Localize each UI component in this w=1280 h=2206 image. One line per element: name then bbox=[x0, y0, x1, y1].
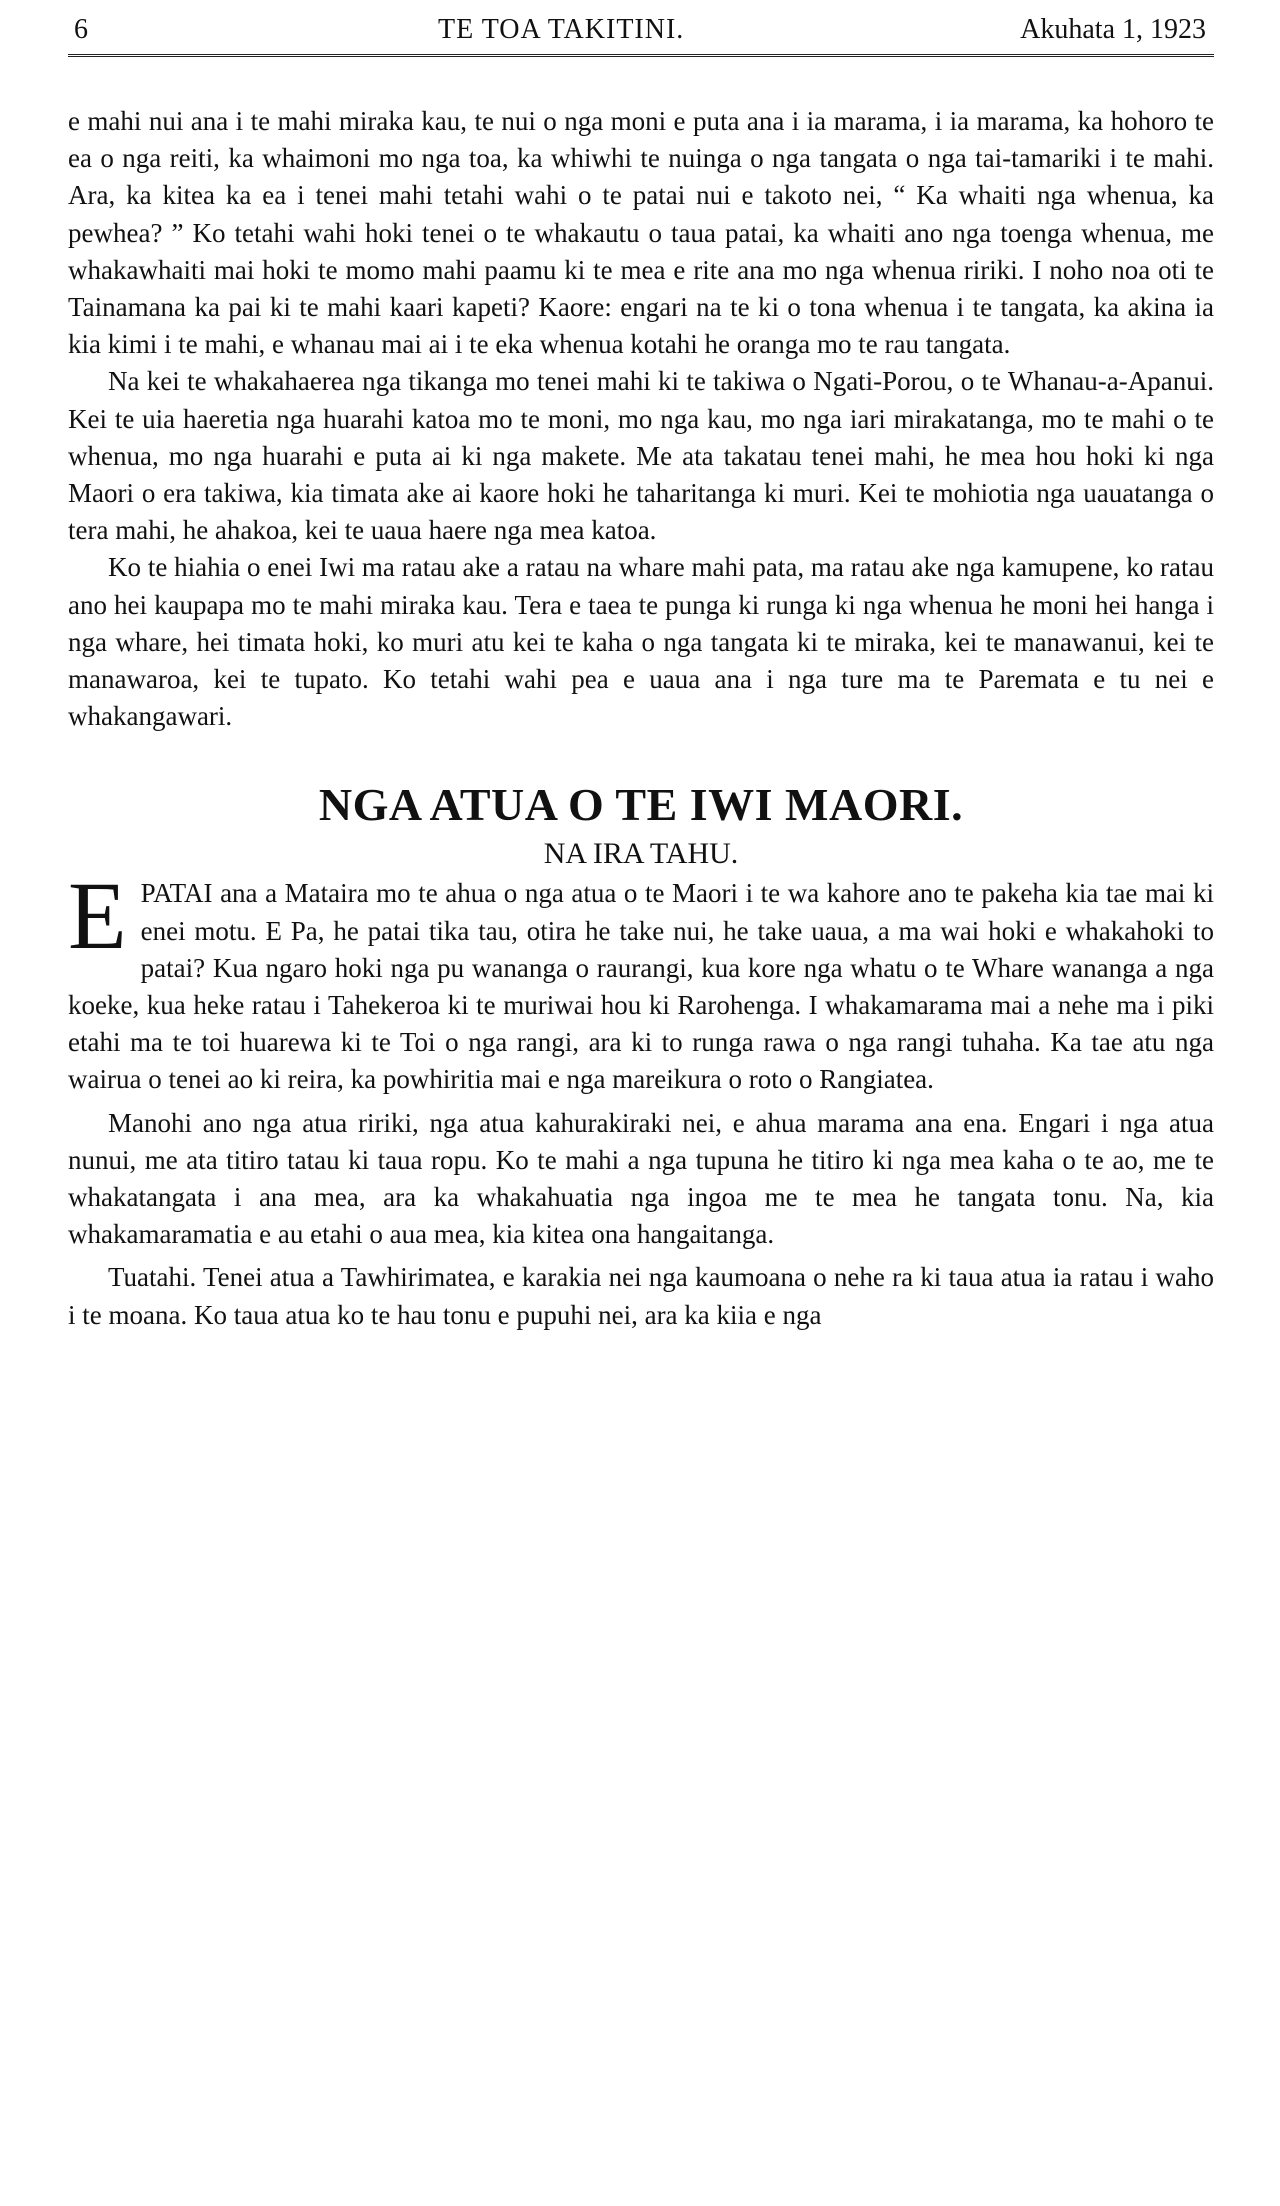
page-body bbox=[68, 103, 1214, 1334]
article-paragraph: Manohi ano nga atua ririki, nga atua kahurakiraki nei, e ahua marama ana ena. Engari i nga atua nunui, me ata titiro tatau ki taua ropu. Ko te mahi a nga tupuna he titiro ki nga mea kaha o te ao, me te whakatangata i ana mea, ara ka whakahuatia nga ingoa me te mea he tangata tonu. Na, kia whakamaramatia e au etahi o aua mea, kia kitea ona hangaitanga. bbox=[68, 1107, 1214, 1250]
article-heading: NGA ATUA O TE IWI MAORI. bbox=[318, 779, 964, 831]
article-paragraph: Tuatahi. Tenei atua a Tawhirimatea, e karakia nei nga kaumoana o nehe ra ki taua atua ia ratau i waho i te moana. Ko taua atua ko te hau tonu e pupuhi nei, ara ka kiia e nga bbox=[68, 1262, 1214, 1330]
page-number: 6 bbox=[74, 14, 88, 45]
issue-date: Akuhata 1, 1923 bbox=[1020, 14, 1206, 45]
newspaper-page bbox=[0, 10, 1280, 2206]
article-byline: NA IRA TAHU. bbox=[543, 837, 739, 871]
lead-paragraph-text: PATAI ana a Mataira mo te ahua o nga atua o te Maori i te wa kahore ano te pakeha kia tae mai ki enei motu. E Pa, he patai tika tau, otira he take nui, he take uaua, a ma wai hoki e whakahoki to patai? Kua ngaro hoki nga pu wananga o raurangi, kua kore nga whatu o te Whare wananga a nga koeke, kua heke ratau i Tahekeroa ki te muriwai hou ki Rarohenga. I whakamarama mai a nehe ma i piki etahi ma te toi huarewa ki te Toi o nga rangi, ara ki to runga rawa o nga rangi tuhaha. Ka tae atu nga wairua o tenei ao ki reira, ka powhiritia mai e nga mareikura o roto o Rangiatea. bbox=[68, 878, 1214, 1095]
article-paragraph: e mahi nui ana i te mahi miraka kau, te nui o nga moni e puta ana i ia marama, i ia marama, ka hohoro te ea o nga reiti, ka whaimoni mo nga toa, ka whiwhi te nuinga o nga tangata o nga tai-tamariki i te mahi. Ara, ka kitea ka ea i tenei mahi tetahi wahi o te patai nui e takoto nei, “ Ka whaiti nga whenua, ka pewhea? ” Ko tetahi wahi hoki tenei o te whakautu o taua patai, ka whaiti ano nga toenga whenua, me whakawhaiti mai hoki te momo mahi paamu ki te mea e rite ana mo nga whenua ririki. I noho noa oti te Tainamana ka pai ki te mahi kaari kapeti? Kaore: engari na te ki o tona whenua i te tangata, ka akina ia kia kimi i te mahi, e whanau mai ai i te eka whenua kotahi he oranga mo te rau tangata. bbox=[68, 106, 1214, 360]
article-paragraph: Ko te hiahia o enei Iwi ma ratau ake a ratau na whare mahi pata, ma ratau ake nga kamupene, ko ratau ano hei kaupapa mo te mahi miraka kau. Tera e taea te punga ki runga ki nga whenua he moni hei hanga i nga whare, hei timata hoki, ko muri atu kei te kaha o nga tangata ki te miraka, kei te manawanui, kei te manawaroa, kei te tupato. Ko tetahi wahi pea e uaua ana i nga ture ma te Paremata e tu nei e whakangawari. bbox=[68, 552, 1214, 732]
drop-cap: E bbox=[68, 862, 127, 970]
publication-title: TE TOA TAKITINI. bbox=[438, 14, 685, 45]
article-paragraph: Na kei te whakahaerea nga tikanga mo tenei mahi ki te takiwa o Ngati-Porou, o te Whanau-a-Apanui. Kei te uia haeretia nga huarahi katoa mo te moni, mo nga kau, mo nga iari mirakatanga, mo te mahi o te whenua, mo nga huarahi e puta ai ki nga makete. Me ata takatau tenei mahi, he mea hou hoki ki nga Maori o era takiwa, kia timata ake ai kaore hoki he taharitanga ki muri. Kei te mohiotia nga uauatanga o tera mahi, he ahakoa, kei te uaua haere nga mea katoa. bbox=[68, 366, 1214, 546]
page-header bbox=[68, 10, 1214, 57]
article-paragraph-lead bbox=[68, 862, 1214, 1098]
